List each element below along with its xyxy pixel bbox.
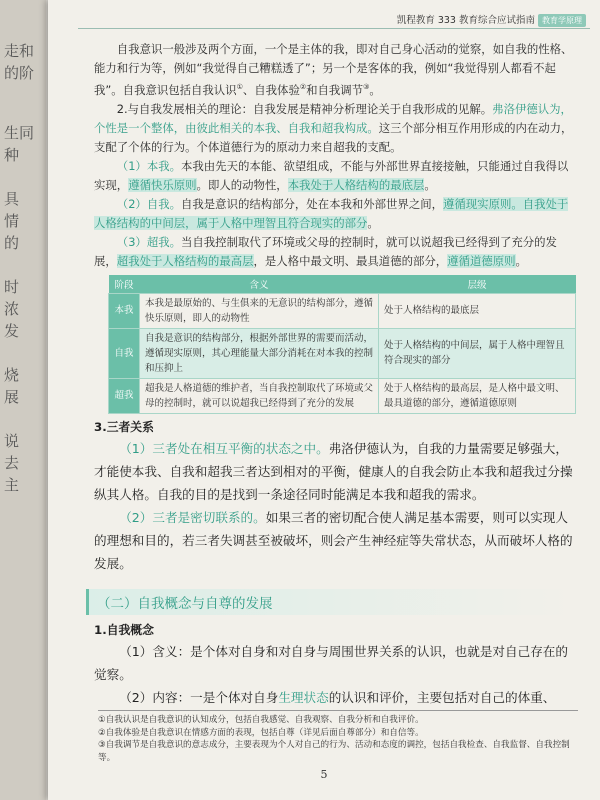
meaning-cell: 本我是最原始的、与生俱来的无意识的结构部分，遵循快乐原则，即人的动物性 — [140, 293, 379, 328]
highlight-text: （1）本我。 — [116, 158, 181, 173]
paragraph-content — [94, 686, 574, 709]
highlight-text: 超我处于人格结构的最高层 — [116, 253, 254, 268]
meaning-cell: 自我是意识的结构部分，根据外部世界的需要而活动，遵循现实原则，其心理能量大部分消耗在对本我的控制和压抑上 — [140, 328, 379, 378]
edge-text: 种 — [4, 146, 20, 164]
edge-text: 浓 — [4, 300, 20, 318]
highlight-text: （3）超我。 — [116, 234, 181, 249]
header-title: 凯程教育 333 教育综合应试指南 — [396, 15, 535, 26]
edge-text: 去 — [4, 454, 20, 472]
table-row — [109, 293, 576, 328]
adjacent-page-edge — [0, 0, 46, 800]
edge-text: 烧 — [4, 366, 20, 384]
table-row — [109, 328, 576, 378]
book-page — [48, 0, 600, 800]
subheading-relations: 3.三者关系 — [94, 419, 154, 434]
personality-structure-table — [108, 275, 576, 414]
table-row — [109, 378, 576, 413]
text: 弗洛伊德认为，自我的力量需要足够强大，才能使本我、自我和超我三者达到相对的平衡，健康人的自我会防止本我和超我过分操纵其人格。自我的目的是找到一条途径同时能满足本我和超我的需求。 — [94, 440, 573, 502]
column-header: 阶段 — [109, 275, 140, 294]
text: 。 — [369, 82, 381, 97]
edge-text: 时 — [4, 278, 20, 296]
text: 自我是意识的结构部分，处在本我和外部世界之间， — [181, 196, 443, 211]
text: 。 — [424, 177, 436, 192]
edge-text: 的阶 — [4, 64, 35, 82]
stage-cell: 超我 — [109, 378, 140, 413]
table-header-row — [109, 275, 576, 294]
stage-cell: 本我 — [109, 293, 140, 328]
footnote: ②自我体验是自我意识在情感方面的表现，包括自尊（详见后面自尊部分）和自信等。 — [98, 727, 424, 738]
text: ，是人格中最文明、最具道德的部分， — [253, 253, 448, 268]
text: 的认识和评价，主要包括对自己的体重、 — [328, 689, 556, 705]
footnotes — [98, 710, 578, 764]
highlight-text: 遵循现实原则。 — [443, 196, 523, 211]
stage-cell: 自我 — [109, 328, 140, 378]
edge-text: 发 — [4, 322, 20, 340]
paragraph-superego — [94, 233, 574, 271]
highlight-text: 本我处于人格结构的最底层 — [287, 177, 425, 192]
highlight-text: 弗洛伊德认为，个性是一个整体，由彼此相关的本我、自我和超我构成。 — [94, 101, 572, 135]
text: 和自我调节 — [306, 82, 364, 97]
text: 如果三者的密切配合使人满足基本需要，则可以实现人的理想和目的，若三者失调甚至被破坏，则会产生神经症等失常状态，从而破坏人格的发展。 — [94, 509, 573, 571]
text: 。 — [515, 253, 527, 268]
text: 本我由先天的本能、欲望组成，不能与外部世界直接接触，只能通过自我得以实现， — [94, 158, 569, 192]
paragraph-id — [94, 157, 574, 195]
footnote-ref: ② — [299, 83, 307, 91]
text: 、自我体验 — [242, 82, 300, 97]
highlight-text: 遵循道德原则 — [447, 253, 516, 268]
text: 自我意识一般涉及两个方面，一个是主体的我，即对自己身心活动的觉察，如自我的性格、能力和行为等，例如“我觉得自己糟糕透了”；另一个是客体的我，例如“我觉得别人都看不起我”。自我意识包括自我认识 — [94, 42, 573, 97]
running-header — [397, 12, 586, 27]
edge-text: 展 — [4, 388, 20, 406]
paragraph-ego — [94, 195, 574, 233]
highlight-text: 自我处于人格结构的中间层，属于人格中理智且符合现实的部分 — [94, 196, 569, 230]
edge-text: 的 — [4, 234, 20, 252]
text: 。即人的动物性， — [196, 177, 288, 192]
edge-text: 具 — [4, 190, 20, 208]
edge-text: 主 — [4, 476, 20, 494]
edge-text: 生同 — [4, 124, 35, 142]
paragraph-connection — [94, 506, 574, 575]
header-rule — [78, 28, 590, 29]
subheading-self-concept: 1.自我概念 — [94, 622, 154, 637]
text: 。 — [367, 215, 379, 230]
edge-text: 说 — [4, 432, 20, 450]
paragraph-theory — [94, 100, 574, 157]
edge-text: 走和 — [4, 42, 35, 60]
page-number: 5 — [320, 768, 328, 781]
meaning-cell: 超我是人格道德的维护者，当自我控制取代了环境或父母的控制时，就可以说超我已经得到了充分的发展 — [140, 378, 379, 413]
paragraph-balance — [94, 437, 574, 506]
paragraph-self-awareness — [94, 40, 574, 100]
footnote: ①自我认识是自我意识的认知成分，包括自我感觉、自我观察、自我分析和自我评价。 — [98, 715, 424, 725]
footnote-ref: ① — [236, 83, 243, 91]
footnote: ③自我调节是自我意识的意志成分，主要表现为个人对自己的行为、活动和态度的调控，包括自我检查、自我监督、自我控制等。 — [98, 740, 570, 763]
text: 当自我控制取代了环境或父母的控制时，就可以说超我已经得到了充分的发展， — [94, 234, 557, 268]
section-heading: （二）自我概念与自尊的发展 — [86, 589, 574, 615]
highlight-text: 生理状态 — [278, 689, 329, 705]
highlight-text: 遵循快乐原则 — [128, 177, 197, 192]
column-header: 层级 — [379, 275, 576, 294]
highlight-text: （1）三者处在相互平衡的状态之中。 — [119, 440, 329, 456]
page-body — [94, 40, 574, 709]
text: 2.与自我发展相关的理论：自我发展是精神分析理论关于自我形成的见解。 — [116, 101, 493, 116]
level-cell: 处于人格结构的最高层，是人格中最文明、最具道德的部分，遵循道德原则 — [379, 378, 576, 413]
text: 这三个部分相互作用形成的内在动力，支配了个体的行为。个体道德行为的原动力来自超我的支配。 — [94, 120, 573, 154]
edge-text: 情 — [4, 212, 20, 230]
highlight-text: （2）三者是密切联系的。 — [119, 509, 266, 525]
level-cell: 处于人格结构的中间层，属于人格中理智且符合现实的部分 — [379, 328, 576, 378]
level-cell: 处于人格结构的最底层 — [379, 293, 576, 328]
footnote-ref: ③ — [363, 83, 370, 91]
paragraph-definition: （1）含义：是个体对自身和对自身与周围世界关系的认识，也就是对自己存在的觉察。 — [94, 643, 568, 682]
header-tag: 教育学原理 — [538, 14, 586, 27]
highlight-text: （2）自我。 — [116, 196, 181, 211]
column-header: 含义 — [140, 275, 379, 294]
text: （2）内容：一是个体对自身 — [119, 689, 279, 705]
